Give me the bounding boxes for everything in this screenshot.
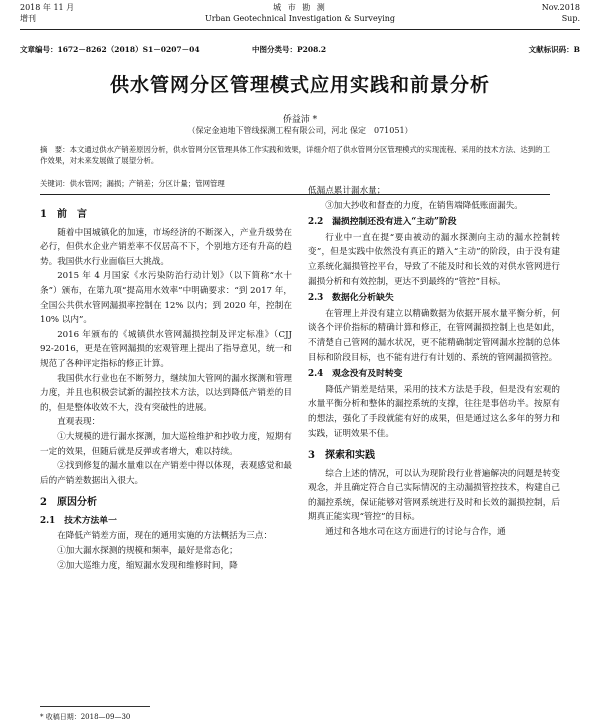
header-date: 2018 年 11 月 <box>20 3 75 12</box>
paragraph: 在降低产销差方面，现在的通用实施的方法概括为三点： <box>57 531 273 542</box>
paragraph: 2016 年颁布的《城镇供水管网漏损控制及评定标准》（CJJ 92-2016，更是在管网漏损的宏观管理上提出了指导意见，统一和规范了各种评定指标的修正计算。 <box>40 329 292 369</box>
abstract: 摘 要：本文通过供水产销差原因分析，供水管网分区管理具体工作实践和效果，详细介绍了供水管网分区管理模式的实现流程、采用的技术方法、达到的工作效果，对未来发展做了展望分析。 <box>40 145 550 165</box>
journal-name-en: Urban Geotechnical Investigation & Surveying <box>204 14 396 23</box>
section-heading: 2 原因分析 <box>40 497 97 509</box>
paragraph: 低漏点累计漏水量； <box>308 186 386 196</box>
header-date-en: Nov.2018 <box>541 3 580 12</box>
document-code: 文献标识码：B <box>528 45 580 54</box>
header-supp: Sup. <box>561 14 580 23</box>
article-number: 文章编号：1672－8262（2018）S1－0207－04 <box>20 45 200 54</box>
paragraph: 综合上述的情况，可以认为现阶段行业普遍解决的问题是转变观念，并且确定符合自己实际情况的主动漏损管控技术，构建自己的漏控系统，保证能够对管网系统进行及时和长效的漏损控制，后期真正能实现“管控”的目标。 <box>308 468 560 523</box>
paragraph: 在管理上并没有建立以精确数据为依据开展水量平衡分析，何谈各个评价指标的精确计算和修正，在管网漏损控制上也是如此，不清楚自己管网的漏水状况，更不能精确制定管网漏水控制的总体目标和阶段目标，也不能有进行有计划的、系统的管网漏损管控。 <box>308 308 560 363</box>
subsection-heading: 2.2 漏损控制还没有进入“主动”阶段 <box>308 217 457 228</box>
footnote: * 收稿日期：2018—09—30 <box>40 713 131 721</box>
paragraph: ②加大巡维力度，缩短漏水发现和维修时间，降 <box>57 560 238 571</box>
left-column <box>40 200 292 573</box>
footnote-rule <box>40 706 150 707</box>
paragraph: ②找到修复的漏水量难以在产销差中得以体现，表观感觉和最后的产销差数据出入很大。 <box>40 461 292 486</box>
paragraph: 2015 年 4 月国家《水污染防治行动计划》（以下简称“水十条”）颁布，在第九项“提高用水效率”中明确要求：“到 2017 年，全国公共供水管网漏损率控制在 12% 以内；到 2020 年，控制在 10% 以内”。 <box>40 271 292 326</box>
right-column <box>308 184 560 540</box>
header-center <box>20 2 580 24</box>
keywords: 关键词：供水管网；漏损；产销差；分区计量；管网管理 <box>40 179 225 188</box>
header-rule <box>20 29 580 30</box>
subsection-heading: 2.1 技术方法单一 <box>40 515 117 526</box>
paragraph: 直观表现： <box>57 417 101 428</box>
paragraph: 降低产销差是结果，采用的技术方法是手段，但是没有宏观的水量平衡分析和整体的漏控系统的支撑，往往是事倍功半。按原有的想法，强化了手段就能有好的成果，但是通过这么多年的努力和实践，证明效果不佳。 <box>308 384 560 439</box>
header-right <box>542 2 580 24</box>
paragraph: ①加大漏水探测的规模和频率，最好是常态化； <box>57 546 238 557</box>
subsection-heading: 2.4 观念没有及时转变 <box>308 369 403 380</box>
header-issue: 增刊 <box>20 14 36 23</box>
section-heading: 1 前 言 <box>40 209 87 220</box>
paragraph: 随着中国城镇化的加速，市场经济的不断深入，产业升级势在必行，但供水企业产销差率不仅居高不下，个别地方还有升高的趋势。我国供水行业面临巨大挑战。 <box>40 227 292 267</box>
journal-name-cn: 城 市 勘 测 <box>273 3 327 12</box>
running-header <box>20 2 580 32</box>
clc-number: 中图分类号：P208.2 <box>252 45 327 54</box>
paragraph: 通过和各地水司在这方面进行的讨论与合作，通 <box>325 527 506 538</box>
affiliation: （保定金迪地下管线探测工程有限公司，河北 保定 071051） <box>187 126 413 135</box>
paragraph: ③加大抄收和督查的力度，在销售端降低账面漏失。 <box>325 200 523 211</box>
paragraph: 我国供水行业也在不断努力，继续加大管网的漏水探测和管理力度，并且也积极尝试新的漏控技术方法，以达到降低产销差的目的，但是整体收效不大，没有突破性的进展。 <box>40 373 292 413</box>
subsection-heading: 2.3 数据化分析缺失 <box>308 293 394 304</box>
article-title: 供水管网分区管理模式应用实践和前景分析 <box>109 74 490 96</box>
paragraph: ①大规模的进行漏水探测，加大巡检维护和抄收力度，短期有一定的效果，但随后就是反弹或者增大，难以持续。 <box>40 431 292 457</box>
section-heading: 3 探索和实践 <box>308 450 375 462</box>
paragraph: 行业中一直在提“要由被动的漏水探测向主动的漏水控制转变”，但是实践中依然没有真正的踏入“主动”的阶段，由于没有建立系统化漏损管控平台，导致了不能及时和长效的对供水管网进行漏损分析和有效控制，更达不到最终的“管控”目标。 <box>308 232 560 287</box>
author: 侨益沛 * <box>282 115 318 125</box>
